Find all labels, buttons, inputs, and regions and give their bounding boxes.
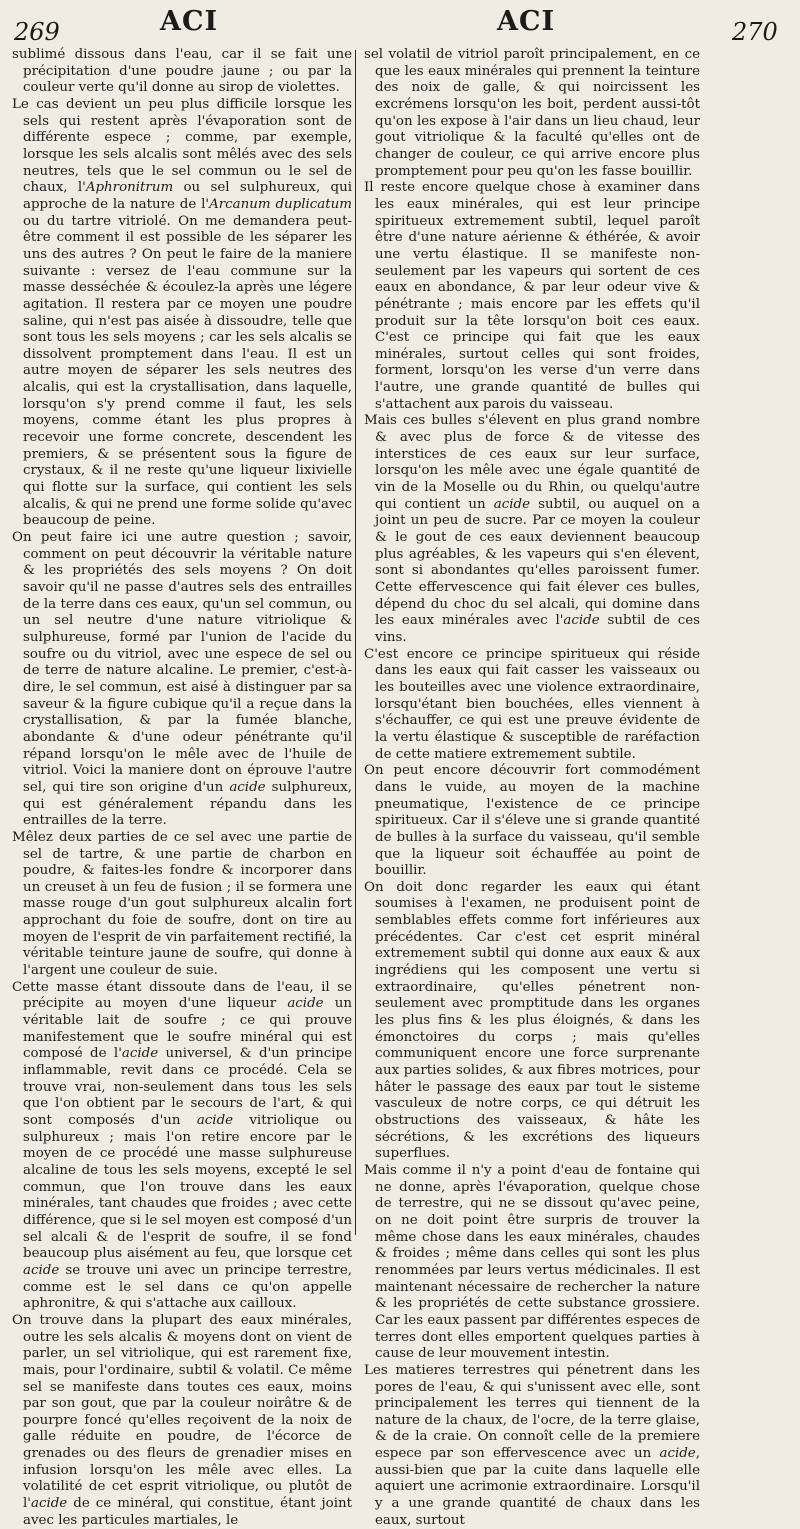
paragraph-text: On doit donc regarder les eaux qui étant soumises à l'examen, ne produisent point de semblables effets comme fort inférieures aux précédentes. Car c'est cet esprit minéral extremement subtil qui donne aux eaux & aux ingrédiens qui les composent une vertu si extraordinaire, qu'elles pénetrent non-seulement avec promptitude dans les organes les plus fins & les plus éloignés, & dans les émonctoires du corps ; mais qu'elles communiquent encore une force surprenante aux parties solides, & aux fibres motrices, pour hâter le passage des eaux par tout le sisteme vasculeux de notre corps, ce qui détruit les obstructions des vaisseaux, & hâte les sécrétions, & les excrétions des liqueurs superflues. bbox=[364, 879, 700, 1162]
paragraph bbox=[12, 980, 352, 1313]
italic-term: acide bbox=[196, 1113, 234, 1128]
paragraph-text: Mêlez deux parties de ce sel avec une partie de sel de tartre, & une partie de charbon en poudre, & faites-les fondre & incorporer dans un creuset à un feu de fusion ; il se formera une masse rouge d'un gout sulphureux alcalin fort approchant du foie de soufre, dont on tire au moyen de l'esprit de vin parfaitement rectifié, la véritable teinture jaune de soufre, qui donne à l'argent une couleur de suie. bbox=[12, 829, 352, 979]
paragraph-text: ou du tartre vitriolé. On me demandera peut-être comment il est possible de les séparer les uns des autres ? On peut le faire de la maniere suivante : versez de l'eau commune sur la masse desséchée & écoulez-la après une légere agitation. Il restera par ce moyen une poudre saline, qui n'est pas aisée à dissoudre, telle que sont tous les sels moyens ; car les sels alcalis se dissolvent promptement dans l'eau. Il est un autre moyen de séparer les sels neutres des alcalis, qui est la crystallisation, dans laquelle, lorsqu'on s'y prend comme il faut, les sels moyens, comme étant les plus propres à recevoir une forme concrete, descendent les premiers, & se présentent sous la figure de crystaux, & il ne reste qu'une liqueur lixivielle qui flotte sur la surface, qui contient les sels alcalis, & qui ne prend une forme solide qu'avec beaucoup de peine. bbox=[23, 213, 352, 529]
italic-term: acide bbox=[493, 496, 530, 512]
paragraph bbox=[364, 880, 700, 1163]
left-page-number: 269 bbox=[14, 18, 60, 46]
paragraph bbox=[12, 97, 352, 530]
paragraph bbox=[364, 763, 700, 880]
italic-term: acide bbox=[229, 779, 266, 795]
paragraph bbox=[364, 47, 700, 180]
italic-term: Arcanum duplicatum bbox=[209, 196, 352, 212]
paragraph-text: Cette masse étant dissoute dans de l'eau, il se précipite au moyen d'une liqueur bbox=[12, 979, 352, 1012]
paragraph-text: sel volatil de vitriol paroît principalement, en ce que les eaux minérales qui prennent la teinture des noix de galle, & qui noircissent les excrémens lorsqu'on les boit, perdent aussi-tôt qu'on les expose à l'air dans un lieu chaud, leur gout vitriolique & la faculté qu'elles ont de changer de couleur, ce qui arrive encore plus promptement pour peu qu'on les fasse bouillir. bbox=[364, 47, 700, 179]
italic-term: acide bbox=[659, 1446, 696, 1462]
paragraph-text: sulphureux, qui est généralement répandu dans les entrailles de la terre. bbox=[23, 779, 352, 829]
left-column bbox=[12, 47, 352, 1529]
paragraph-text: On peut encore découvrir fort commodément dans le vuide, au moyen de la machine pneumatique, l'existence de ce principe spiritueux. Car il s'éleve une si grande quantité de bulles à la surface du vaisseau, qu'il semble que la liqueur soit échauffée au point de bouillir. bbox=[364, 763, 700, 879]
paragraph-text: Les matieres terrestres qui pénetrent dans les pores de l'eau, & qui s'unissent avec elle, sont principalement les terres qui tiennent de la nature de la chaux, de l'ocre, de la terre glaise, & de la craie. On connoît celle de la premiere espece par son effervescence avec un bbox=[364, 1362, 700, 1462]
paragraph bbox=[12, 530, 352, 830]
italic-term: acide bbox=[287, 996, 324, 1012]
paragraph-text: Mais comme il n'y a point d'eau de fontaine qui ne donne, après l'évaporation, quelque chose de terrestre, qui ne se dissout qu'avec peine, on ne doit point être surpris de trouver la même chose dans les eaux minérales, chaudes & froides ; même dans celles qui sont les plus renommées par leurs vertus médicinales. Il est maintenant nécessaire de rechercher la nature & les propriétés de cette substance grossiere. Car les eaux passent par différentes especes de terres dont elles emportent quelques parties à cause de leur mouvement intestin. bbox=[364, 1162, 700, 1362]
paragraph-text: ou sel sulphureux, qui approche de la nature de l' bbox=[23, 180, 352, 212]
paragraph-text: subtil de ces vins. bbox=[375, 613, 700, 645]
paragraph-text: Mais ces bulles s'élevent en plus grand nombre & avec plus de force & de vitesse des interstices de ces eaux sur leur surface, lorsqu'on les mêle avec une égale quantité de vin de la Moselle ou du Rhin, ou quelqu'autre qui contient un bbox=[364, 413, 700, 512]
right-running-head: ACI bbox=[497, 6, 556, 37]
italic-term: Aphronitrum bbox=[85, 180, 174, 196]
paragraph-text: de ce minéral, qui constitue, étant joint avec les particules martiales, le bbox=[23, 1496, 352, 1528]
paragraph bbox=[12, 47, 352, 97]
italic-term: acide bbox=[121, 1046, 159, 1062]
paragraph bbox=[364, 647, 700, 764]
paragraph-text: se trouve uni avec un principe terrestre, comme est le sel dans ce qu'on appelle aphronitre, & qui s'attache aux cailloux. bbox=[23, 1262, 352, 1312]
paragraph-text: universel, & d'un principe inflammable, revit dans ce procédé. Cela se trouve vrai, non-seulement dans tous les sels que l'on obtient par le secours de l'art, & qui sont composés d'un bbox=[23, 1046, 352, 1128]
paragraph-text: On peut faire ici une autre question ; savoir, comment on peut découvrir la véritable nature & les propriétés des sels moyens ? On doit savoir qu'il ne passe d'autres sels des entrailles de la terre dans ces eaux, qu'un sel commun, ou un sel neutre d'une nature vitriolique & sulphureuse, formé par l'union de l'acide du soufre ou du vitriol, avec une espece de sel ou de terre de nature alcaline. Le premier, c'est-à-dire, le sel commun, est aisé à distinguer par sa saveur & la figure cubique qu'il a reçue dans la crystallisation, & par la fumée blanche, abondante & d'une odeur pénétrante qu'il répand lorsqu'on le mêle avec de l'huile de vitriol. Voici la maniere dont on éprouve l'autre sel, qui tire son origine d'un bbox=[12, 530, 352, 795]
paragraph-text: C'est encore ce principe spiritueux qui réside dans les eaux qui fait casser les vaisseaux ou les bouteilles avec une violence extraordinaire, lorsqu'étant bien bouchées, elles viennent à s'échauffer, ce qui est une preuve évidente de la vertu élastique & susceptible de raréfaction de cette matiere extremement subtile. bbox=[364, 646, 700, 762]
paragraph bbox=[12, 1313, 352, 1529]
paragraph bbox=[364, 413, 700, 646]
italic-term: acide bbox=[563, 613, 600, 629]
paragraph-text: On trouve dans la plupart des eaux minérales, outre les sels alcalis & moyens dont on vient de parler, un sel vitriolique, qui est rarement fixe, mais, pour l'ordinaire, subtil & volatil. Ce même sel se manifeste dans toutes ces eaux, moins par son gout, que par la couleur noirâtre & de pourpre foncé qu'elles reçoivent de la noix de galle réduite en poudre, de l'écorce de grenades ou des fleurs de grenadier mises en infusion lorsqu'on les mêle avec elles. La volatilité de cet esprit vitriolique, ou plutôt de l' bbox=[12, 1312, 352, 1512]
right-column bbox=[364, 47, 700, 1529]
italic-term: acide bbox=[30, 1496, 68, 1512]
left-running-head: ACI bbox=[160, 6, 219, 37]
paragraph-text: sublimé dissous dans l'eau, car il se fait une précipitation d'une poudre jaune ; ou par la couleur verte qu'il donne au sirop de violettes. bbox=[12, 47, 352, 96]
italic-term: acide bbox=[23, 1262, 60, 1278]
paragraph-text: , aussi-bien que par la cuite dans laquelle elle aquiert une acrimonie extraordinaire. Lorsqu'il y a une grande quantité de chaux dans les eaux, surtout bbox=[375, 1446, 700, 1528]
paragraph-text: Le cas devient un peu plus difficile lorsque les sels qui restent après l'évaporation sont de différente espece ; comme, par exemple, lorsque les sels alcalis sont mêlés avec des sels neutres, tels que le sel commun ou le sel de chaux, l' bbox=[12, 96, 352, 196]
paragraph bbox=[12, 830, 352, 980]
paragraph bbox=[364, 1163, 700, 1363]
paragraph-text: subtil, ou auquel on a joint un peu de sucre. Par ce moyen la couleur & le gout de ces eaux deviennent beaucoup plus agréables, & les vapeurs qui s'en élevent, sont si abondantes qu'elles paroissent fumer. Cette effervescence qui fait élever ces bulles, dépend du choc du sel alcali, qui domine dans les eaux minérales avec l' bbox=[375, 496, 701, 629]
paragraph-text: Il reste encore quelque chose à examiner dans les eaux minérales, qui est leur principe spiritueux extremement subtil, lequel paroît être d'une nature aérienne & éthérée, & avoir une vertu élastique. Il se manifeste non-seulement par les vapeurs qui sortent de ces eaux en abondance, & par leur odeur vive & pénétrante ; mais encore par les effets qu'il produit sur la tête lorsqu'on boit ces eaux. C'est ce principe qui fait que les eaux minérales, surtout celles qui sont froides, forment, lorsqu'on les verse d'un verre dans l'autre, une grande quantité de bulles qui s'attachent aux parois du vaisseau. bbox=[364, 180, 700, 412]
paragraph-text: vitriolique ou sulphureux ; mais l'on retire encore par le moyen de ce procédé une masse sulphureuse alcaline de tous les sels moyens, excepté le sel commun, que l'on trouve dans les eaux minérales, tant chaudes que froides ; avec cette différence, que si le sel moyen est composé d'un sel alcali & de l'esprit de soufre, il se fond beaucoup plus aisément au feu, que lorsque cet bbox=[23, 1113, 352, 1262]
paragraph bbox=[364, 180, 700, 413]
paragraph bbox=[364, 1363, 700, 1529]
paragraph-text: un véritable lait de soufre ; ce qui prouve manifestement que le soufre minéral qui est composé de l' bbox=[23, 996, 352, 1062]
right-page-number: 270 bbox=[732, 18, 778, 46]
column-divider bbox=[355, 50, 356, 1235]
